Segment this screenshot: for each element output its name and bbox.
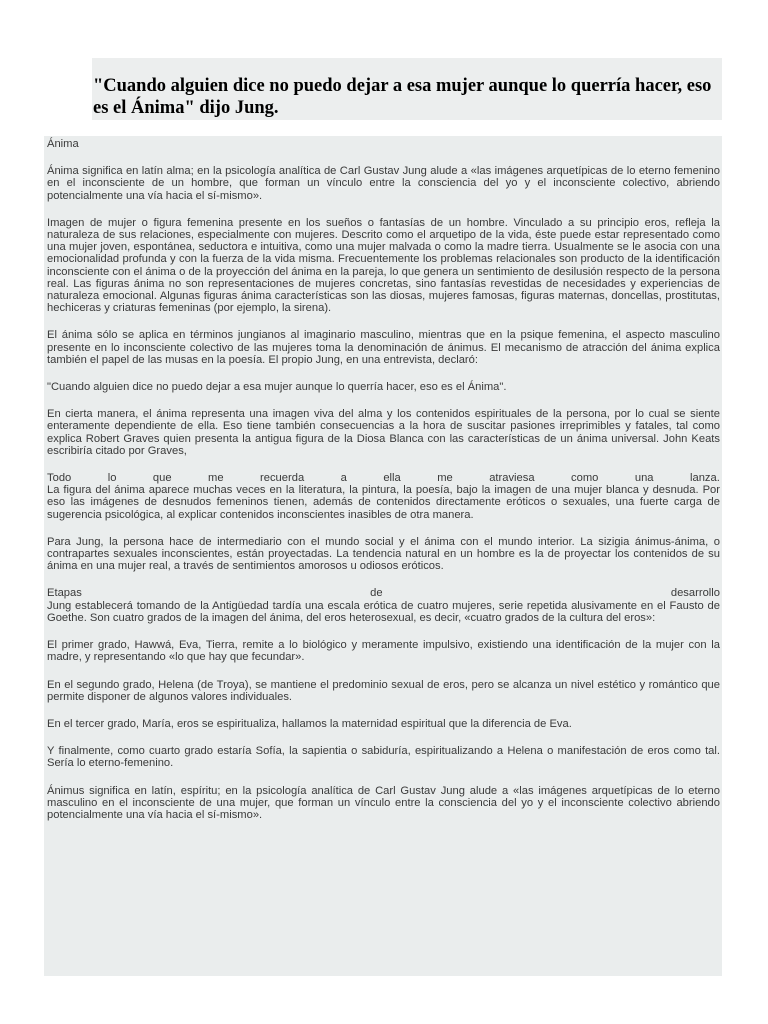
paragraph: En el tercer grado, María, eros se espiritualiza, hallamos la maternidad espiritual que la diferencia de Eva. bbox=[47, 717, 572, 730]
paragraph: En cierta manera, el ánima representa una imagen viva del alma y los contenidos espirituales de la persona, por lo cual se siente enteramente dependiente de ella. Eso tiene también consecuencias a la hora de suscitar pasiones irreprimibles y fatales, tal como explica Robert Graves quien presenta la antigua figura de la Diosa Blanca con las características de un ánima universal. John Keats escribiría citado por Graves, bbox=[47, 408, 720, 457]
paragraph-text: Jung establecerá tomando de la Antigüedad tardía una escala erótica de cuatro mujeres, serie repetida alusivamente en el Fausto de Goethe. Son cuatro grados de la imagen del ánima, del eros heterosexual, es decir, «cuatro grados de la cultura del eros»: bbox=[47, 599, 720, 624]
quote-title: "Cuando alguien dice no puedo dejar a esa mujer aunque lo querría hacer, eso es el Ánima" dijo Jung. bbox=[93, 76, 712, 118]
paragraph: Ánimus significa en latín, espíritu; en la psicología analítica de Carl Gustav Jung alude a «las imágenes arquetípicas de lo eterno masculino en el inconsciente de una mujer, que forman un vínculo entre la consciencia del yo y el inconsciente colectivo abriendo potencialmente una vía hacia el sí-mismo». bbox=[47, 784, 720, 821]
paragraph-keats bbox=[47, 472, 720, 521]
section-title: Ánima bbox=[47, 138, 79, 150]
paragraph-text: La figura del ánima aparece muchas veces en la literatura, la pintura, la poesía, bajo la imagen de una mujer blanca y desnuda. Por eso las imágenes de desnudos femeninos tienen, además de contenidos directamente eróticos o sexuales, una fuerte carga de sugerencia psicológica, al explicar contenidos inconscientes inasibles de otra manera. bbox=[47, 484, 720, 521]
paragraph: El ánima sólo se aplica en términos jungianos al imaginario masculino, mientras que en la psique femenina, el aspecto masculino presente en lo inconsciente colectivo de las mujeres toma la denominación de ánimus. El mecanismo de atracción del ánima explica también el papel de las musas en la poesía. El propio Jung, en una entrevista, declaró: bbox=[47, 329, 720, 366]
paragraph: El primer grado, Hawwá, Eva, Tierra, remite a lo biológico y meramente impulsivo, existiendo una identificación de la mujer con la madre, y representando «lo que hay que fecundar». bbox=[47, 639, 720, 664]
paragraph: En el segundo grado, Helena (de Troya), se mantiene el predominio sexual de eros, pero se alcanza un nivel estético y romántico que permite disponer de algunos valores individuales. bbox=[47, 678, 720, 703]
paragraph: Ánima significa en latín alma; en la psicología analítica de Carl Gustav Jung alude a «las imágenes arquetípicas de lo eterno femenino en el inconsciente de un hombre, que forman un vínculo entre la consciencia del yo y el inconsciente colectivo, abriendo potencialmente una vía hacia el sí-mismo». bbox=[47, 165, 720, 202]
paragraph: Imagen de mujer o figura femenina presente en los sueños o fantasías de un hombre. Vinculado a su principio eros, refleja la naturaleza de sus relaciones, especialmente con mujeres. Descrito como el arquetipo de la vida, éste puede estar representado como una mujer joven, espontánea, seductora e intuitiva, como una mujer malvada o como la madre tierra. Usualmente se le asocia con una emocionalidad profunda y con la fuerza de la vida misma. Frecuentemente los problemas relacionales son producto de la identificación inconsciente con el ánima o de la proyección del ánima en la pareja, lo que genera un sentimiento de desilusión respecto de la persona real. Las figuras ánima no son representaciones de mujeres concretas, sino fantasías revestidas de necesidades y experiencias de naturaleza emocional. Algunas figuras ánima características son las diosas, mujeres famosas, figuras maternas, doncellas, prostitutas, hechiceras y criaturas femeninas (por ejemplo, la sirena). bbox=[47, 216, 720, 315]
article-body bbox=[47, 138, 720, 836]
quote-paragraph: "Cuando alguien dice no puedo dejar a esa mujer aunque lo querría hacer, eso es el Ánima". bbox=[47, 381, 507, 394]
paragraph: Y finalmente, como cuarto grado estaría Sofía, la sapientia o sabiduría, espiritualizando a Helena o manifestación de eros como tal. Sería lo eterno-femenino. bbox=[47, 745, 720, 770]
paragraph: Para Jung, la persona hace de intermediario con el mundo social y el ánima con el mundo interior. La sizigia ánimus-ánima, o contrapartes sexuales inconscientes, están proyectadas. La tendencia natural en un hombre es la de proyectar los contenidos de su ánima en una mujer real, a través de sentimientos amorosos u odiosos eróticos. bbox=[47, 535, 720, 573]
paragraph-etapas bbox=[47, 587, 720, 624]
keats-verse-line: Todo lo que me recuerda a ella me atraviesa como una lanza. bbox=[47, 472, 720, 485]
etapas-heading-line: Etapas de desarrollo bbox=[47, 587, 720, 600]
